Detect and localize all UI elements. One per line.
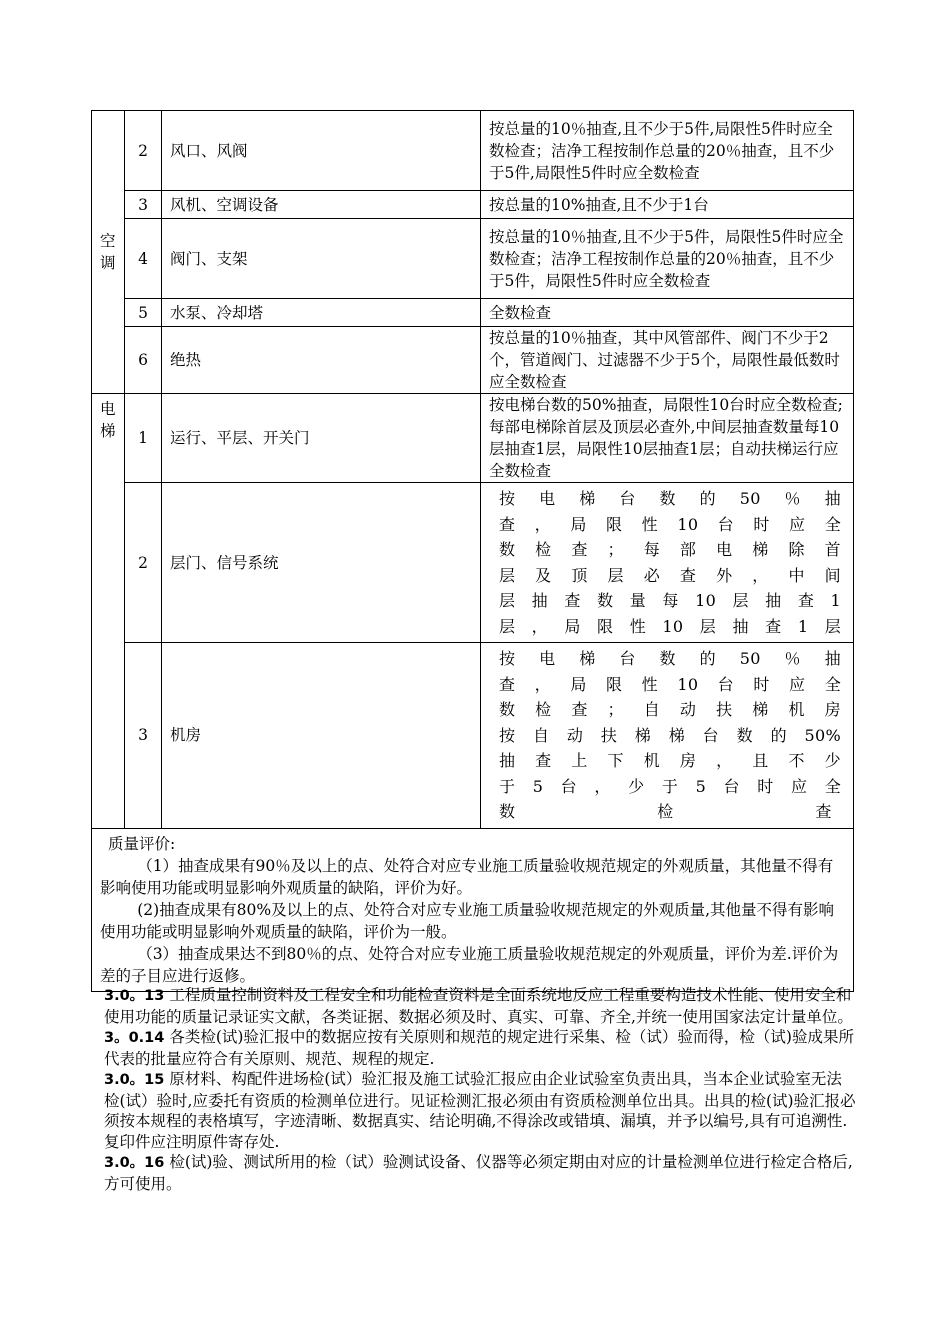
sampling-rule [481, 643, 854, 829]
rule-line: 于5台，少于5台时应全 [499, 776, 841, 796]
row-number: 6 [125, 327, 162, 394]
clauses-section [104, 985, 856, 1194]
clause-3-0-13 [104, 985, 856, 1027]
clause-text: 工程质量控制资料及工程安全和功能检查资料是全面系统地反应工程重要构造技术性能、使用安全和使用功能的质量记录证实文献，各类证据、数据必须及时、真实、可靠、齐全,并统一使用国家法定计量单位。 [104, 986, 853, 1026]
item-name: 绝热 [162, 327, 481, 394]
rule-line: 按电梯台数的50％抽 [499, 649, 841, 668]
sampling-rule: 按总量的10％抽查,且不少于5件，局限性5件时应全数检查；洁净工程按制作总量的20％抽查，且不少于5件，局限性5件时应全数检查 [481, 219, 854, 299]
row-number: 2 [125, 483, 162, 643]
item-name: 风口、风阀 [162, 111, 481, 191]
rule-line: 层，局限性10层抽查1层 [499, 616, 841, 636]
sampling-rule [481, 483, 854, 643]
sampling-rule: 全数检查 [481, 299, 854, 327]
item-name: 运行、平层、开关门 [162, 394, 481, 483]
rule-line: 按电梯台数的50％抽 [499, 489, 841, 508]
table-row [92, 643, 854, 829]
clause-number: 3。0.14 [104, 1030, 165, 1046]
rule-line: 数检查；自动扶梯机房 [499, 700, 841, 719]
clause-number: 3.0。13 [104, 988, 165, 1004]
rule-line: 层及顶层必查外，中间 [499, 565, 841, 585]
row-number: 3 [125, 191, 162, 219]
clause-number: 3.0。16 [104, 1155, 165, 1171]
item-name: 风机、空调设备 [162, 191, 481, 219]
table-row [92, 191, 854, 219]
sampling-rule: 按总量的10％抽查，其中风管部件、阀门不少于2个，管道阀门、过滤器不少于5个，局限性最低数时应全数检查 [481, 327, 854, 394]
quality-criterion-fair: (2)抽查成果有80%及以上的点、处符合对应专业施工质量验收规范规定的外观质量,其他量不得有影响使用功能或明显影响外观质量的缺陷，评价为一般。 [100, 900, 835, 941]
table-row [92, 219, 854, 299]
clause-3-0-16 [104, 1152, 856, 1194]
inspection-table-container [91, 110, 854, 992]
table-row [92, 483, 854, 643]
quality-evaluation [92, 828, 854, 991]
rule-line: 按自动扶梯梯台数的50% [499, 725, 841, 745]
category-elevator: 电梯 [92, 394, 125, 829]
rule-line: 查，局限性10台时应全 [499, 514, 841, 534]
row-number: 2 [125, 111, 162, 191]
quality-criterion-poor: （3）抽查成果达不到80％的点、处符合对应专业施工质量验收规范规定的外观质量，评价为差.评价为差的子目应进行返修。 [100, 944, 839, 985]
item-name: 水泵、冷却塔 [162, 299, 481, 327]
row-number: 3 [125, 643, 162, 829]
row-number: 5 [125, 299, 162, 327]
table-row [92, 394, 854, 483]
clause-text: 各类检(试)验汇报中的数据应按有关原则和规范的规定进行采集、检（试）验而得，检（试)验成果所代表的批量应符合有关原则、规范、规程的规定. [104, 1028, 854, 1068]
quality-title: 质量评价: [108, 834, 176, 853]
clause-text: 原材料、构配件进场检(试）验汇报及施工试验汇报应由企业试验室负责出具，当本企业试验室无法检(试）验时,应委托有资质的检测单位进行。见证检测汇报必须由有资质检测单位出具。出具的检(试)验汇报必须按本规程的表格填写，字迹清晰、数据真实、结论明确,不得涂改或错填、漏填，并予以编号,具有可追溯性.复印件应注明原件寄存处. [104, 1070, 856, 1151]
inspection-table [91, 110, 854, 992]
quality-evaluation-row [92, 828, 854, 991]
table-row [92, 299, 854, 327]
rule-line: 数检查；每部电梯除首 [499, 540, 841, 559]
table-row [92, 111, 854, 191]
category-hvac: 空调 [92, 111, 125, 394]
sampling-rule: 按总量的10％抽查,且不少于5件,局限性5件时应全数检查；洁净工程按制作总量的20％抽查，且不少于5件,局限性5件时应全数检查 [481, 111, 854, 191]
item-name: 层门、信号系统 [162, 483, 481, 643]
clause-text: 检(试)验、测试所用的检（试）验测试设备、仪器等必须定期由对应的计量检测单位进行检定合格后,方可使用。 [104, 1153, 853, 1193]
quality-criterion-good: （1）抽查成果有90％及以上的点、处符合对应专业施工质量验收规范规定的外观质量，其他量不得有影响使用功能或明显影响外观质量的缺陷，评价为好。 [100, 856, 834, 897]
rule-line: 抽查上下机房，且不少 [499, 751, 841, 770]
clause-3-0-15 [104, 1069, 856, 1152]
rule-line: 查，局限性10台时应全 [499, 674, 841, 694]
clause-number: 3.0。15 [104, 1072, 165, 1088]
rule-line: 数检查 [499, 802, 841, 821]
row-number: 1 [125, 394, 162, 483]
rule-line: 层抽查数量每10层抽查1 [499, 591, 841, 610]
table-row [92, 327, 854, 394]
item-name: 阀门、支架 [162, 219, 481, 299]
sampling-rule: 按电梯台数的50%抽查，局限性10台时应全数检查;每部电梯除首层及顶层必查外,中间层抽查数量每10层抽查1层，局限性10层抽查1层；自动扶梯运行应全数检查 [481, 394, 854, 483]
clause-3-0-14 [104, 1027, 856, 1069]
sampling-rule: 按总量的10%抽查,且不少于1台 [481, 191, 854, 219]
item-name: 机房 [162, 643, 481, 829]
row-number: 4 [125, 219, 162, 299]
